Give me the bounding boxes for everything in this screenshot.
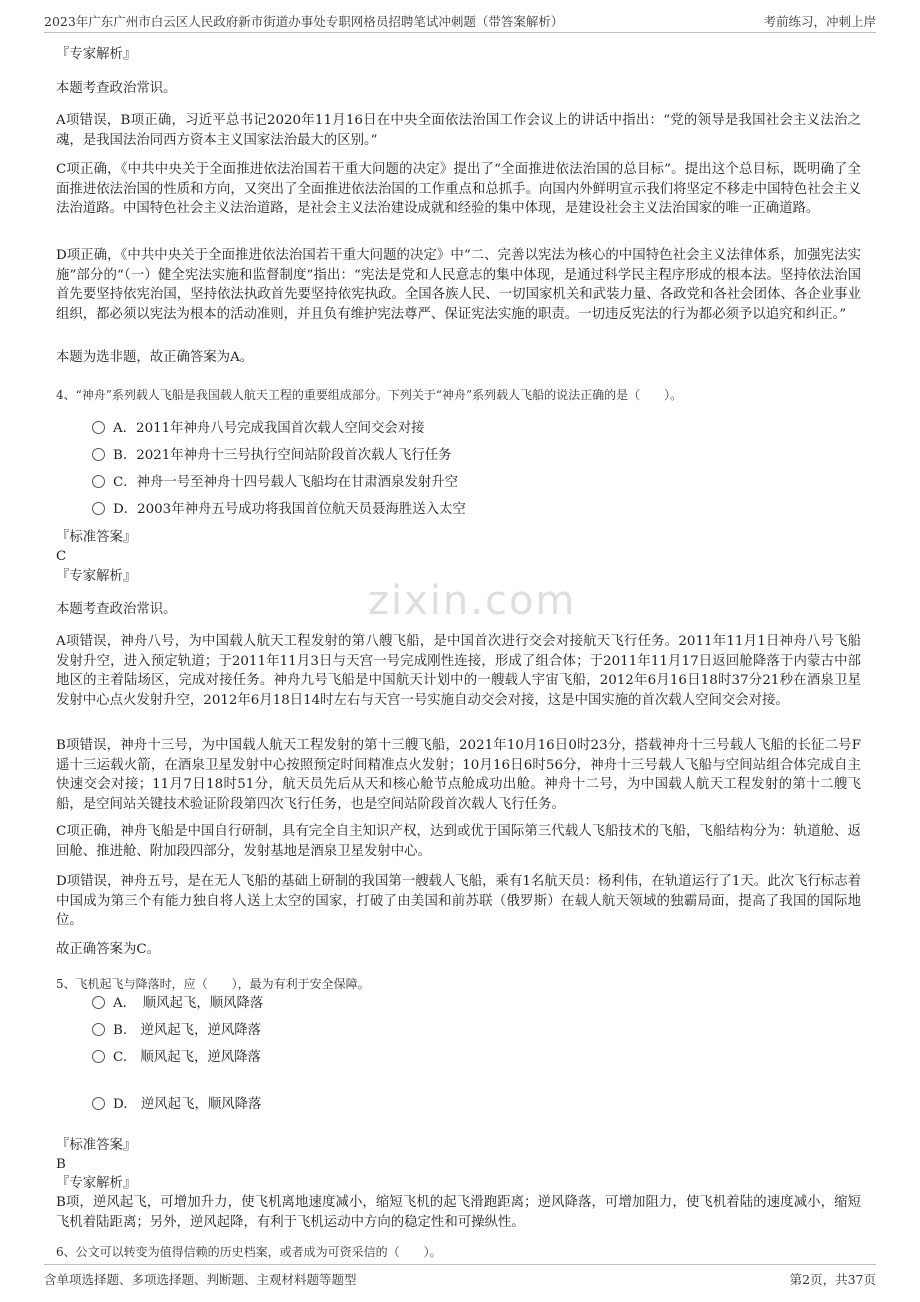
q4-option-a[interactable] — [92, 418, 425, 440]
q4-answer: C — [56, 549, 67, 564]
q4-intro: 本题考查政治常识。 — [56, 602, 177, 617]
q5-analysis-label: 『专家解析』 — [56, 1176, 137, 1191]
page-footer — [44, 1264, 876, 1289]
option-label: A．2011年神舟八号完成我国首次载人空间交会对接 — [113, 421, 425, 436]
radio-icon[interactable] — [92, 502, 105, 515]
footer-question-types: 含单项选择题、多项选择题、判断题、主观材料题等题型 — [44, 1272, 357, 1287]
q4-paragraph-b: B项错误，神舟十三号，为中国载人航天工程发射的第十三艘飞船，2021年10月16日0时23分，搭载神舟十三号载人飞船的长征二号F遥十三运载火箭，在酒泉卫星发射中心按照预定时间精准点火发射；10月16日6时56分，神舟十三号载人飞船与空间站组合体完成自主快速交会对接；11月7日18时51分，航天员先后从天和核心舱节点舱成功出舱。神舟十二号，为中国载人航天工程发射的第十二艘飞船，是空间站关键技术验证阶段第四次飞行任务，也是空间站阶段首次载人飞行任务。 — [56, 738, 861, 812]
q3-paragraph-d: D项正确，《中共中央关于全面推进依法治国若干重大问题的决定》中“二、完善以宪法为核心的中国特色社会主义法律体系，加强宪法实施”部分的“（一）健全宪法实施和监督制度”指出：“宪法是党和人民意志的集中体现，是通过科学民主程序形成的根本法。坚持依法治国首先要坚持依宪治国，坚持依法执政首先要坚持依宪执政。全国各族人民、一切国家机关和武装力量、各政党和各社会团体、各企业事业组织，都必须以宪法为根本的活动准则，并且负有维护宪法尊严、保证宪法实施的职责。一切违反宪法的行为都必须予以追究和纠正。” — [56, 248, 861, 322]
q5-option-b[interactable] — [92, 1020, 261, 1042]
option-label: D. 逆风起飞，顺风降落 — [113, 1097, 262, 1112]
option-label: D．2003年神舟五号成功将我国首位航天员聂海胜送入太空 — [113, 502, 466, 517]
q3-paragraph-ab: A项错误，B项正确，习近平总书记2020年11月16日在中央全面依法治国工作会议上的讲话中指出：“党的领导是我国社会主义法治之魂，是我国法治同西方资本主义国家法治最大的区别。” — [56, 113, 861, 148]
q3-conclusion: 本题为选非题，故正确答案为A。 — [56, 350, 254, 365]
option-label: A． 顺风起飞，顺风降落 — [113, 996, 264, 1011]
option-label: C. 顺风起飞，逆风降落 — [113, 1050, 261, 1065]
q3-intro: 本题考查政治常识。 — [56, 81, 177, 96]
q4-option-c[interactable] — [92, 472, 458, 494]
option-label: C．神舟一号至神舟十四号载人飞船均在甘肃酒泉发射升空 — [113, 475, 459, 490]
header-slogan: 考前练习，冲刺上岸 — [763, 14, 876, 29]
q5-option-c[interactable] — [92, 1047, 261, 1069]
radio-icon[interactable] — [92, 996, 105, 1009]
q4-stem: 4、“神舟”系列载人飞船是我国载人航天工程的重要组成部分。下列关于“神舟”系列载人飞船的说法正确的是（ ）。 — [56, 388, 683, 402]
watermark: zixin.com — [368, 578, 577, 624]
radio-icon[interactable] — [92, 1023, 105, 1036]
q4-option-d[interactable] — [92, 499, 466, 521]
option-label: B. 逆风起飞，逆风降落 — [113, 1023, 262, 1038]
q4-option-b[interactable] — [92, 445, 452, 467]
radio-icon[interactable] — [92, 448, 105, 461]
q5-option-d[interactable] — [92, 1094, 261, 1116]
q5-paragraph-b: B项，逆风起飞，可增加升力，使飞机离地速度减小，缩短飞机的起飞滑跑距离；逆风降落，可增加阻力，使飞机着陆的速度减小，缩短飞机着陆距离；另外，逆风起降，有利于飞机运动中方向的稳定性和可操纵性。 — [56, 1195, 861, 1230]
q5-answer-label: 『标准答案』 — [56, 1138, 137, 1153]
q3-paragraph-c: C项正确，《中共中央关于全面推进依法治国若干重大问题的决定》提出了“全面推进依法治国的总目标”。提出这个总目标，既明确了全面推进依法治国的性质和方向，又突出了全面推进依法治国的工作重点和总抓手。向国内外鲜明宣示我们将坚定不移走中国特色社会主义法治道路。中国特色社会主义法治道路，是社会主义法治建设成就和经验的集中体现，是建设社会主义法治国家的唯一正确道路。 — [56, 162, 861, 217]
q4-paragraph-d: D项错误，神舟五号，是在无人飞船的基础上研制的我国第一艘载人飞船，乘有1名航天员：杨利伟，在轨道运行了1天。此次飞行标志着中国成为第三个有能力独自将人送上太空的国家，打破了由美国和前苏联（俄罗斯）在载人航天领域的独霸局面，提高了我国的国际地位。 — [56, 874, 861, 929]
q6-stem: 6、公文可以转变为值得信赖的历史档案，或者成为可资采信的（ ）。 — [56, 1245, 442, 1259]
header-title: 2023年广东广州市白云区人民政府新市街道办事处专职网格员招聘笔试冲刺题（带答案解析） — [44, 14, 564, 29]
radio-icon[interactable] — [92, 1050, 105, 1063]
q4-conclusion: 故正确答案为C。 — [56, 942, 160, 957]
page-number: 第2页，共37页 — [789, 1272, 876, 1287]
q5-answer: B — [56, 1157, 66, 1172]
q5-option-a[interactable] — [92, 993, 263, 1015]
q4-answer-label: 『标准答案』 — [56, 530, 137, 545]
q3-analysis-label: 『专家解析』 — [56, 47, 137, 62]
q4-paragraph-c: C项正确，神舟飞船是中国自行研制，具有完全自主知识产权，达到或优于国际第三代载人飞船技术的飞船，飞船结构分为：轨道舱、返回舱、推进舱、附加段四部分，发射基地是酒泉卫星发射中心。 — [56, 824, 861, 859]
q4-analysis-label: 『专家解析』 — [56, 569, 137, 584]
page-header — [44, 10, 876, 33]
q5-stem: 5、飞机起飞与降落时，应（ ），最为有利于安全保障。 — [56, 977, 370, 991]
option-label: B．2021年神舟十三号执行空间站阶段首次载人飞行任务 — [113, 448, 452, 463]
q4-paragraph-a: A项错误，神舟八号，为中国载人航天工程发射的第八艘飞船，是中国首次进行交会对接航天飞行任务。2011年11月1日神舟八号飞船发射升空，进入预定轨道；于2011年11月3日与天宫一号完成刚性连接，形成了组合体；于2011年11月17日返回舱降落于内蒙古中部地区的主着陆场区，完成对接任务。神舟九号飞船是中国航天计划中的一艘载人宇宙飞船，2012年6月16日18时37分21秒在酒泉卫星发射中心点火发射升空，2012年6月18日14时左右与天宫一号实施自动交会对接，这是中国实施的首次载人空间交会对接。 — [56, 634, 861, 708]
radio-icon[interactable] — [92, 1097, 105, 1110]
radio-icon[interactable] — [92, 421, 105, 434]
radio-icon[interactable] — [92, 475, 105, 488]
